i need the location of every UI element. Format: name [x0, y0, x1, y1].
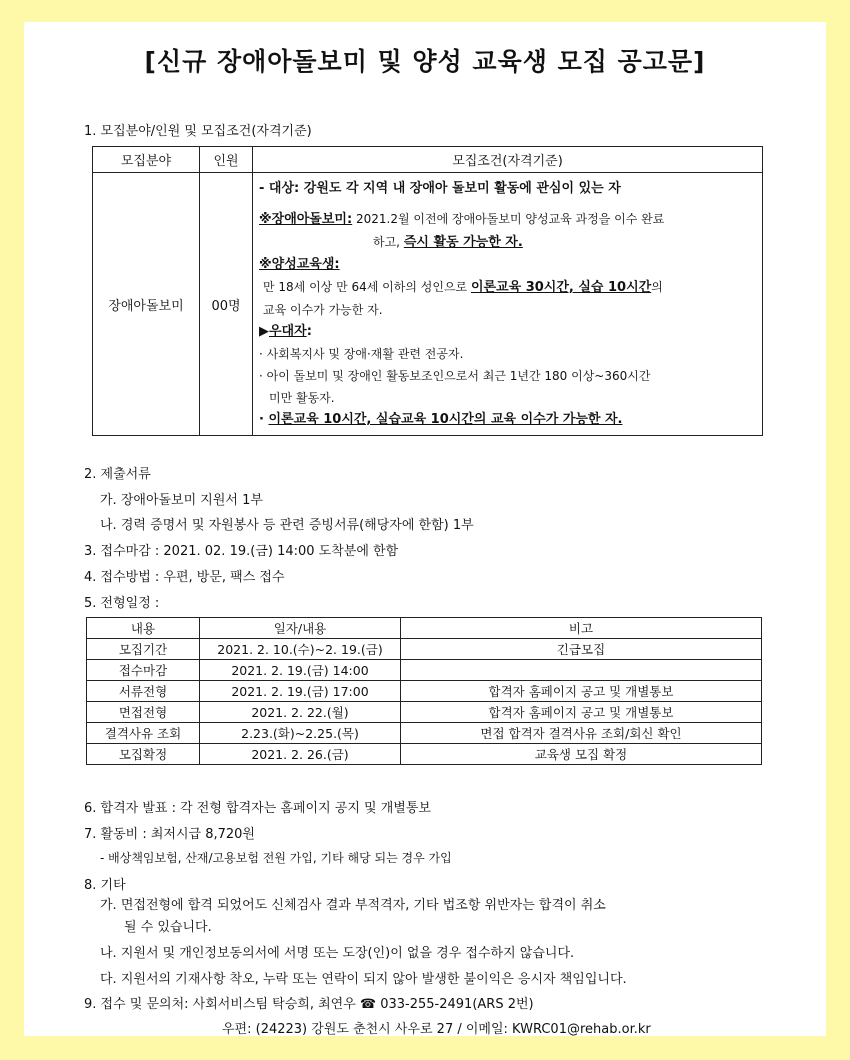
cond-trainee — [253, 276, 762, 299]
contact-address: 우편: (24223) 강원도 춘천시 사우로 27 / 이메일: KWRC01@rehab.or.kr — [222, 1022, 651, 1037]
cell-count: 00명 — [200, 173, 253, 436]
section-8-item-a-cont: 될 수 있습니다. — [124, 920, 212, 935]
cond-trainee-c: 의 — [651, 280, 663, 294]
section-3: 3. 접수마감 : 2021. 02. 19.(금) 14:00 도착분에 한함 — [84, 544, 399, 559]
schedule-cell: 2021. 2. 19.(금) 14:00 — [200, 660, 401, 681]
contact-text: 9. 접수 및 문의처: 사회서비스팀 탁승희, 최연우 — [84, 997, 360, 1012]
cond-dolbomi — [253, 208, 762, 231]
section-8-item-a: 가. 면접전형에 합격 되었어도 신체검사 결과 부적격자, 기타 법조항 위반자는 합격이 취소 — [100, 898, 606, 913]
schedule-cell: 결격사유 조회 — [87, 723, 200, 744]
cond-dolbomi-cont-b: 즉시 활동 가능한 자. — [403, 235, 523, 250]
section-1-heading: 1. 모집분야/인원 및 모집조건(자격기준) — [84, 124, 312, 139]
section-7: 7. 활동비 : 최저시급 8,720원 — [84, 827, 255, 842]
schedule-cell: 모집확정 — [87, 744, 200, 765]
section-2-heading: 2. 제출서류 — [84, 467, 151, 482]
contact-phone: 033-255-2491(ARS 2번) — [376, 997, 534, 1012]
schedule-cell: 긴급모집 — [401, 639, 762, 660]
section-2-item-b: 나. 경력 증명서 및 자원봉사 등 관련 증빙서류(해당자에 한함) 1부 — [100, 518, 474, 533]
preferred-text: 우대자 — [269, 324, 307, 339]
cond-preferred-3-bullet: · — [259, 412, 269, 427]
cond-preferred-2-cont: 미만 활동자. — [269, 391, 335, 405]
cond-target: - 대상: 강원도 각 지역 내 장애아 돌보미 활동에 관심이 있는 자 — [259, 181, 621, 196]
schedule-cell: 면접 합격자 결격사유 조회/회신 확인 — [401, 723, 762, 744]
section-5-heading: 5. 전형일정 : — [84, 596, 160, 611]
page-title: [신규 장애아돌보미 및 양성 교육생 모집 공고문] — [144, 47, 706, 76]
cond-trainee-label: ※양성교육생: — [259, 257, 340, 272]
schedule-header: 일자/내용 — [200, 618, 401, 639]
cond-preferred-3-text: 이론교육 10시간, 실습교육 10시간의 교육 이수가 가능한 자. — [268, 412, 623, 427]
section-2-item-a: 가. 장애아돌보미 지원서 1부 — [100, 493, 263, 508]
schedule-cell: 교육생 모집 확정 — [401, 744, 762, 765]
schedule-cell: 2021. 2. 26.(금) — [200, 744, 401, 765]
header-conditions: 모집조건(자격기준) — [253, 147, 763, 173]
phone-icon: ☎ — [359, 997, 377, 1012]
schedule-cell: 면접전형 — [87, 702, 200, 723]
cond-preferred-2: · 아이 돌보미 및 장애인 활동보조인으로서 최근 1년간 180 이상~360시간 — [259, 369, 651, 383]
schedule-header: 내용 — [87, 618, 200, 639]
schedule-cell: 2.23.(화)~2.25.(목) — [200, 723, 401, 744]
schedule-cell: 2021. 2. 10.(수)~2. 19.(금) — [200, 639, 401, 660]
triangle-bullet-icon: ▶ — [259, 324, 269, 339]
schedule-cell: 2021. 2. 19.(금) 17:00 — [200, 681, 401, 702]
schedule-cell: 2021. 2. 22.(월) — [200, 702, 401, 723]
recruit-conditions-table — [92, 146, 763, 436]
cond-trainee-a: 만 18세 이상 만 64세 이하의 성인으로 — [263, 280, 471, 294]
header-count: 인원 — [200, 147, 253, 173]
cond-preferred-3 — [253, 409, 762, 431]
section-6: 6. 합격자 발표 : 각 전형 합격자는 홈페이지 공지 및 개별통보 — [84, 801, 431, 816]
schedule-cell: 서류전형 — [87, 681, 200, 702]
table-row — [87, 660, 762, 681]
schedule-cell: 접수마감 — [87, 660, 200, 681]
cell-field: 장애아돌보미 — [93, 173, 200, 436]
schedule-header: 비고 — [401, 618, 762, 639]
cond-dolbomi-cont-a: 하고, — [373, 235, 404, 249]
section-8-item-c: 다. 지원서의 기재사항 착오, 누락 또는 연락이 되지 않아 발생한 불이익은 응시자 책임입니다. — [100, 972, 627, 987]
table-row — [87, 681, 762, 702]
schedule-cell — [401, 660, 762, 681]
table-row — [87, 744, 762, 765]
schedule-table — [86, 617, 762, 765]
section-8-heading: 8. 기타 — [84, 878, 126, 893]
table-row — [87, 702, 762, 723]
schedule-cell: 합격자 홈페이지 공고 및 개별통보 — [401, 702, 762, 723]
preferred-colon: : — [306, 324, 312, 339]
section-7-note: - 배상책임보험, 산재/고용보험 전원 가입, 기타 해당 되는 경우 가입 — [100, 851, 452, 865]
section-4: 4. 접수방법 : 우편, 방문, 팩스 접수 — [84, 570, 285, 585]
schedule-cell: 합격자 홈페이지 공고 및 개별통보 — [401, 681, 762, 702]
cond-trainee-cont: 교육 이수가 가능한 자. — [263, 303, 383, 317]
cond-dolbomi-label: ※장애아돌보미: — [259, 212, 353, 227]
cond-preferred-1: · 사회복지사 및 장애·재활 관련 전공자. — [259, 347, 464, 361]
schedule-cell: 모집기간 — [87, 639, 200, 660]
section-9 — [84, 993, 534, 1012]
section-8-item-b: 나. 지원서 및 개인정보동의서에 서명 또는 도장(인)이 없을 경우 접수하지 않습니다. — [100, 946, 575, 961]
cond-trainee-b: 이론교육 30시간, 실습 10시간 — [470, 280, 652, 295]
cond-preferred-label — [253, 321, 762, 343]
header-field: 모집분야 — [93, 147, 200, 173]
cell-conditions — [253, 173, 763, 436]
table-row — [87, 723, 762, 744]
table-row — [87, 639, 762, 660]
cond-dolbomi-text: 2021.2월 이전에 장애아돌보미 양성교육 과정을 이수 완료 — [352, 212, 665, 226]
cond-dolbomi-cont — [253, 231, 762, 254]
